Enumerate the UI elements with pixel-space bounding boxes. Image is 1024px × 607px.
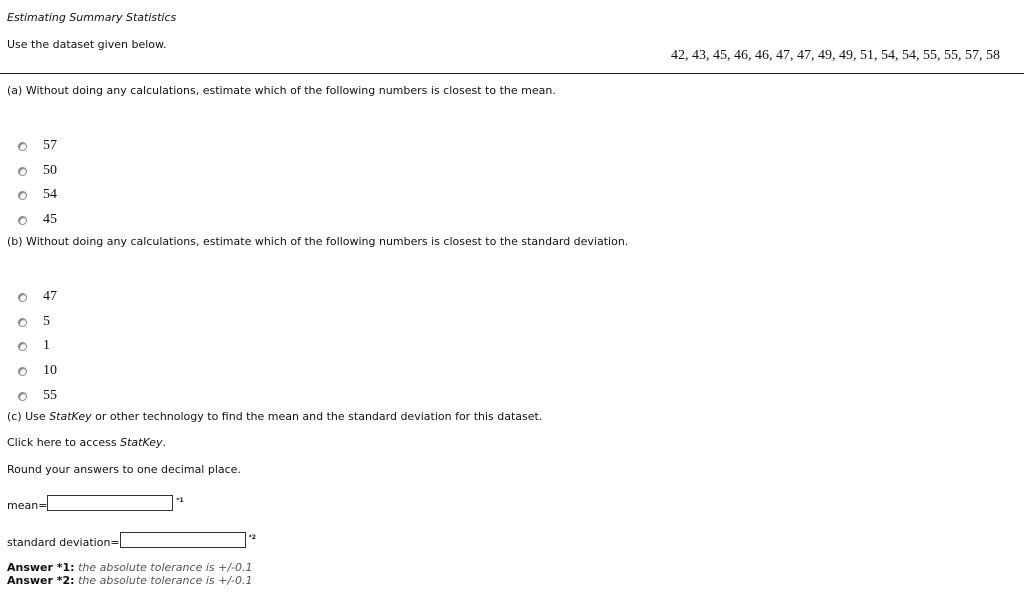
answer-label: Answer *2: (7, 574, 75, 587)
radio-button[interactable] (18, 142, 27, 151)
statkey-link-name[interactable]: StatKey (120, 436, 163, 449)
option-a-3[interactable] (18, 187, 57, 203)
question-c (7, 410, 542, 423)
round-note: Round your answers to one decimal place. (7, 463, 241, 476)
option-label: 45 (43, 212, 57, 227)
answer-note-2 (7, 574, 253, 587)
radio-button[interactable] (18, 318, 27, 327)
option-label: 54 (43, 187, 57, 202)
mean-input[interactable] (47, 495, 173, 511)
sd-row (7, 532, 256, 549)
radio-button[interactable] (18, 367, 27, 376)
radio-button[interactable] (18, 392, 27, 401)
option-b-2[interactable] (18, 314, 50, 330)
dataset-values: 42, 43, 45, 46, 46, 47, 47, 49, 49, 51, 54, 54, 55, 55, 57, 58 (671, 48, 1000, 63)
option-b-1[interactable] (18, 289, 57, 305)
statkey-link-period: . (162, 436, 167, 449)
option-b-5[interactable] (18, 388, 57, 404)
sd-label: standard deviation= (7, 536, 120, 549)
radio-button[interactable] (18, 293, 27, 302)
question-a: (a) Without doing any calculations, estimate which of the following numbers is closest to the mean. (7, 84, 556, 97)
option-label: 10 (43, 363, 57, 378)
option-label: 1 (43, 338, 50, 353)
option-a-4[interactable] (18, 212, 57, 228)
question-b: (b) Without doing any calculations, estimate which of the following numbers is closest to the standard deviation. (7, 235, 629, 248)
option-label: 57 (43, 138, 57, 153)
answer-tolerance: the absolute tolerance is +/-0.1 (78, 574, 253, 587)
mean-row (7, 495, 184, 512)
option-label: 50 (43, 163, 57, 178)
divider (0, 73, 1024, 74)
answer-label: Answer *1: (7, 561, 75, 574)
option-label: 5 (43, 314, 50, 329)
option-b-3[interactable] (18, 338, 50, 354)
statkey-name: StatKey (49, 410, 92, 423)
radio-button[interactable] (18, 342, 27, 351)
option-b-4[interactable] (18, 363, 57, 379)
radio-button[interactable] (18, 167, 27, 176)
page-title: Estimating Summary Statistics (7, 11, 177, 24)
statkey-link-text[interactable]: Click here to access (7, 436, 121, 449)
mean-label: mean= (7, 499, 48, 512)
option-a-2[interactable] (18, 163, 57, 179)
answer-marker-1: *1 (176, 497, 184, 504)
radio-button[interactable] (18, 216, 27, 225)
option-label: 55 (43, 388, 57, 403)
sd-input[interactable] (120, 532, 246, 548)
statkey-link[interactable] (7, 436, 166, 449)
answer-tolerance: the absolute tolerance is +/-0.1 (78, 561, 253, 574)
question-c-text: (c) Use (7, 410, 50, 423)
radio-button[interactable] (18, 191, 27, 200)
intro-text: Use the dataset given below. (7, 38, 167, 51)
option-label: 47 (43, 289, 57, 304)
option-a-1[interactable] (18, 138, 57, 154)
answer-marker-2: *2 (248, 534, 256, 541)
answer-note-1 (7, 561, 253, 574)
question-c-text-end: or other technology to find the mean and the standard deviation for this dataset. (91, 410, 543, 423)
